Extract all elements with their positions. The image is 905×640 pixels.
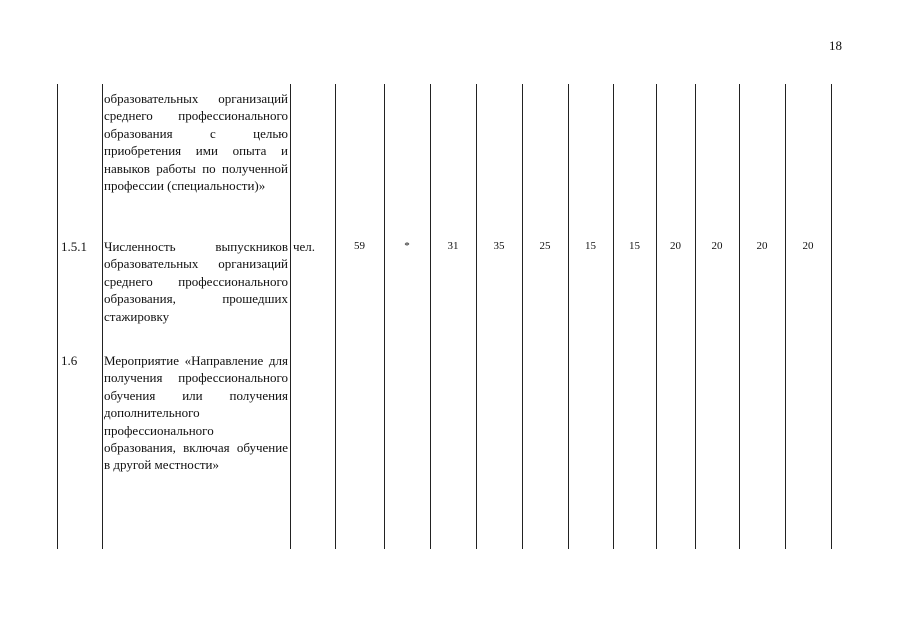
value-cell: 15 <box>585 240 596 252</box>
value-cell: 15 <box>629 240 640 252</box>
value-cell: 31 <box>447 240 459 252</box>
value-cell: 20 <box>711 240 723 252</box>
row-unit: чел. <box>293 239 316 254</box>
value-cell: 35 <box>493 240 505 252</box>
column-divider <box>430 84 431 549</box>
row-number: 1.5.1 <box>61 239 87 254</box>
row-text: Мероприятие «Направление для получения профессионального обучения или получения дополнительного профессионального образования, включая обучение в другой местности» <box>104 353 288 473</box>
column-divider <box>785 84 786 549</box>
table-border-left <box>57 84 58 549</box>
column-divider <box>290 84 291 549</box>
column-divider <box>384 84 385 549</box>
row-text: Численность выпускников образовательных организаций среднего профессионального образования, прошедших стажировку <box>104 239 288 324</box>
indicators-table <box>57 84 831 549</box>
table-border-right <box>831 84 832 549</box>
column-divider <box>522 84 523 549</box>
value-cell: 20 <box>802 240 814 252</box>
value-cell: 59 <box>354 240 365 252</box>
row-number: 1.6 <box>61 353 78 368</box>
column-divider <box>695 84 696 549</box>
value-cell: 20 <box>756 240 768 252</box>
row-text-continuation: образовательных организаций среднего профессионального образования с целью приобретения ими опыта и навыков работы по полученной профессии (специальности)» <box>104 91 288 194</box>
column-divider <box>613 84 614 549</box>
value-cell: 25 <box>539 240 551 252</box>
page-number: 18 <box>829 38 842 53</box>
value-cell: * <box>404 240 410 252</box>
column-divider <box>739 84 740 549</box>
column-divider <box>476 84 477 549</box>
column-divider <box>102 84 103 549</box>
value-cell: 20 <box>670 240 681 252</box>
column-divider <box>568 84 569 549</box>
column-divider <box>335 84 336 549</box>
column-divider <box>656 84 657 549</box>
